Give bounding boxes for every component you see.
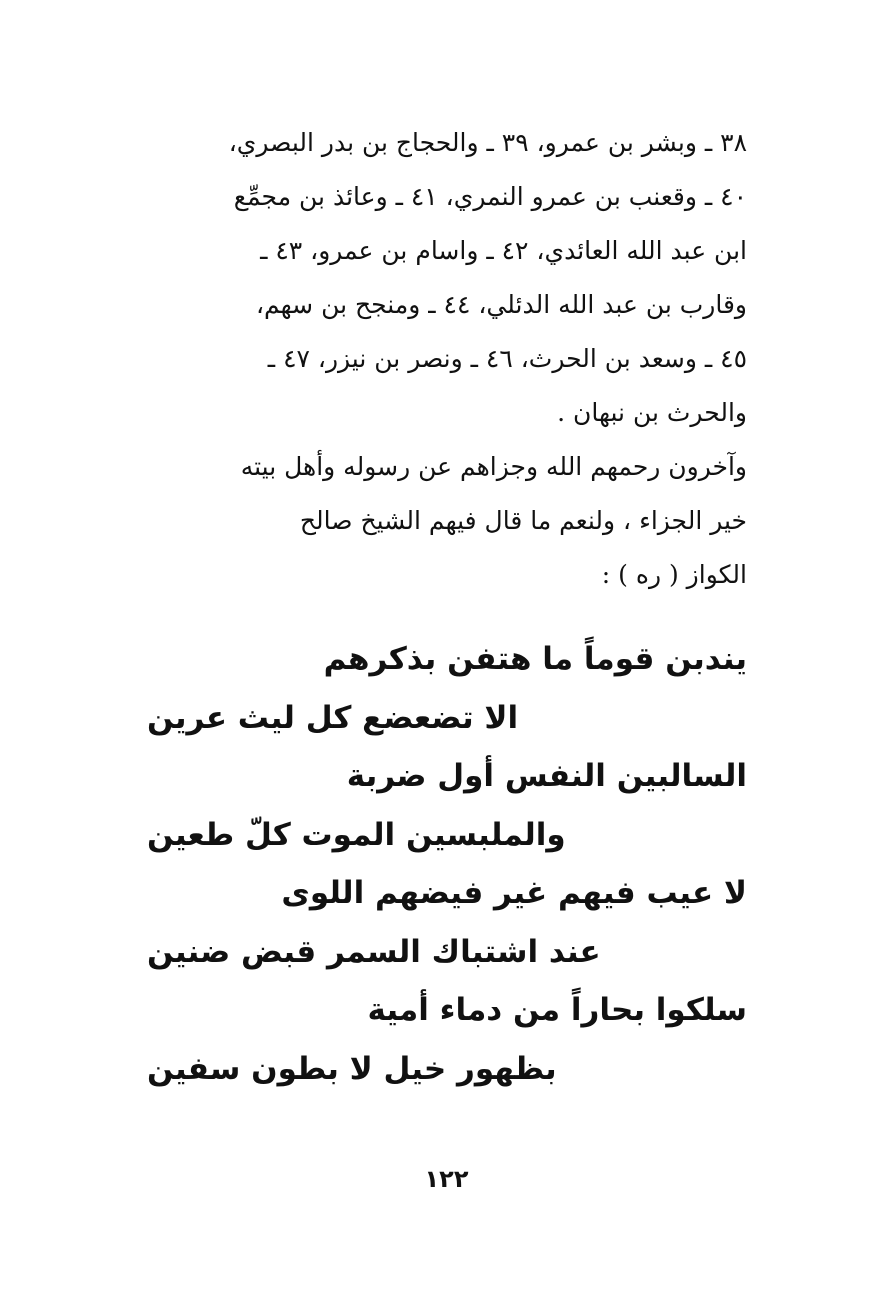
- verse-second-hemistich: والملبسين الموت كلّ طعين: [147, 816, 566, 853]
- verse-first-hemistich: السالبين النفس أول ضربة: [346, 758, 747, 794]
- poem-block: [147, 630, 747, 1098]
- page-number: ١٢٢: [424, 1165, 469, 1193]
- text-line: وآخرون رحمهم الله وجزاهم عن رسوله وأهل بيته: [240, 452, 747, 481]
- verse-first-hemistich: لا عيب فيهم غير فيضهم اللوى: [281, 875, 747, 911]
- text-line: وقارب بن عبد الله الدئلي، ٤٤ ـ ومنجح بن سهم،: [255, 290, 747, 319]
- text-line: خير الجزاء ، ولنعم ما قال فيهم الشيخ صالح: [299, 506, 747, 535]
- text-line: ٤٠ ـ وقعنب بن عمرو النمري، ٤١ ـ وعائذ بن مجمِّع: [233, 182, 747, 211]
- text-line: ابن عبد الله العائدي، ٤٢ ـ واسام بن عمرو، ٤٣ ـ: [260, 236, 747, 265]
- names-paragraph: [147, 116, 747, 440]
- text-line: ٤٥ ـ وسعد بن الحرث، ٤٦ ـ ونصر بن نيزر، ٤٧ ـ: [267, 344, 747, 373]
- text-line: ٣٨ ـ وبشر بن عمرو، ٣٩ ـ والحجاج بن بدر البصري،: [228, 128, 747, 157]
- intro-paragraph: [147, 440, 747, 602]
- verse-second-hemistich: عند اشتباك السمر قبض ضنين: [147, 933, 601, 970]
- verse-second-hemistich: الا تضعضع كل ليث عرين: [147, 699, 519, 736]
- verse-first-hemistich: سلكوا بحاراً من دماء أمية: [367, 992, 747, 1028]
- text-line: الكواز ( ره ) :: [601, 560, 747, 589]
- verse-second-hemistich: بظهور خيل لا بطون سفين: [147, 1050, 557, 1087]
- verse-first-hemistich: يندبن قوماً ما هتفن بذكرهم: [323, 641, 747, 677]
- text-line: والحرث بن نبهان .: [557, 398, 747, 427]
